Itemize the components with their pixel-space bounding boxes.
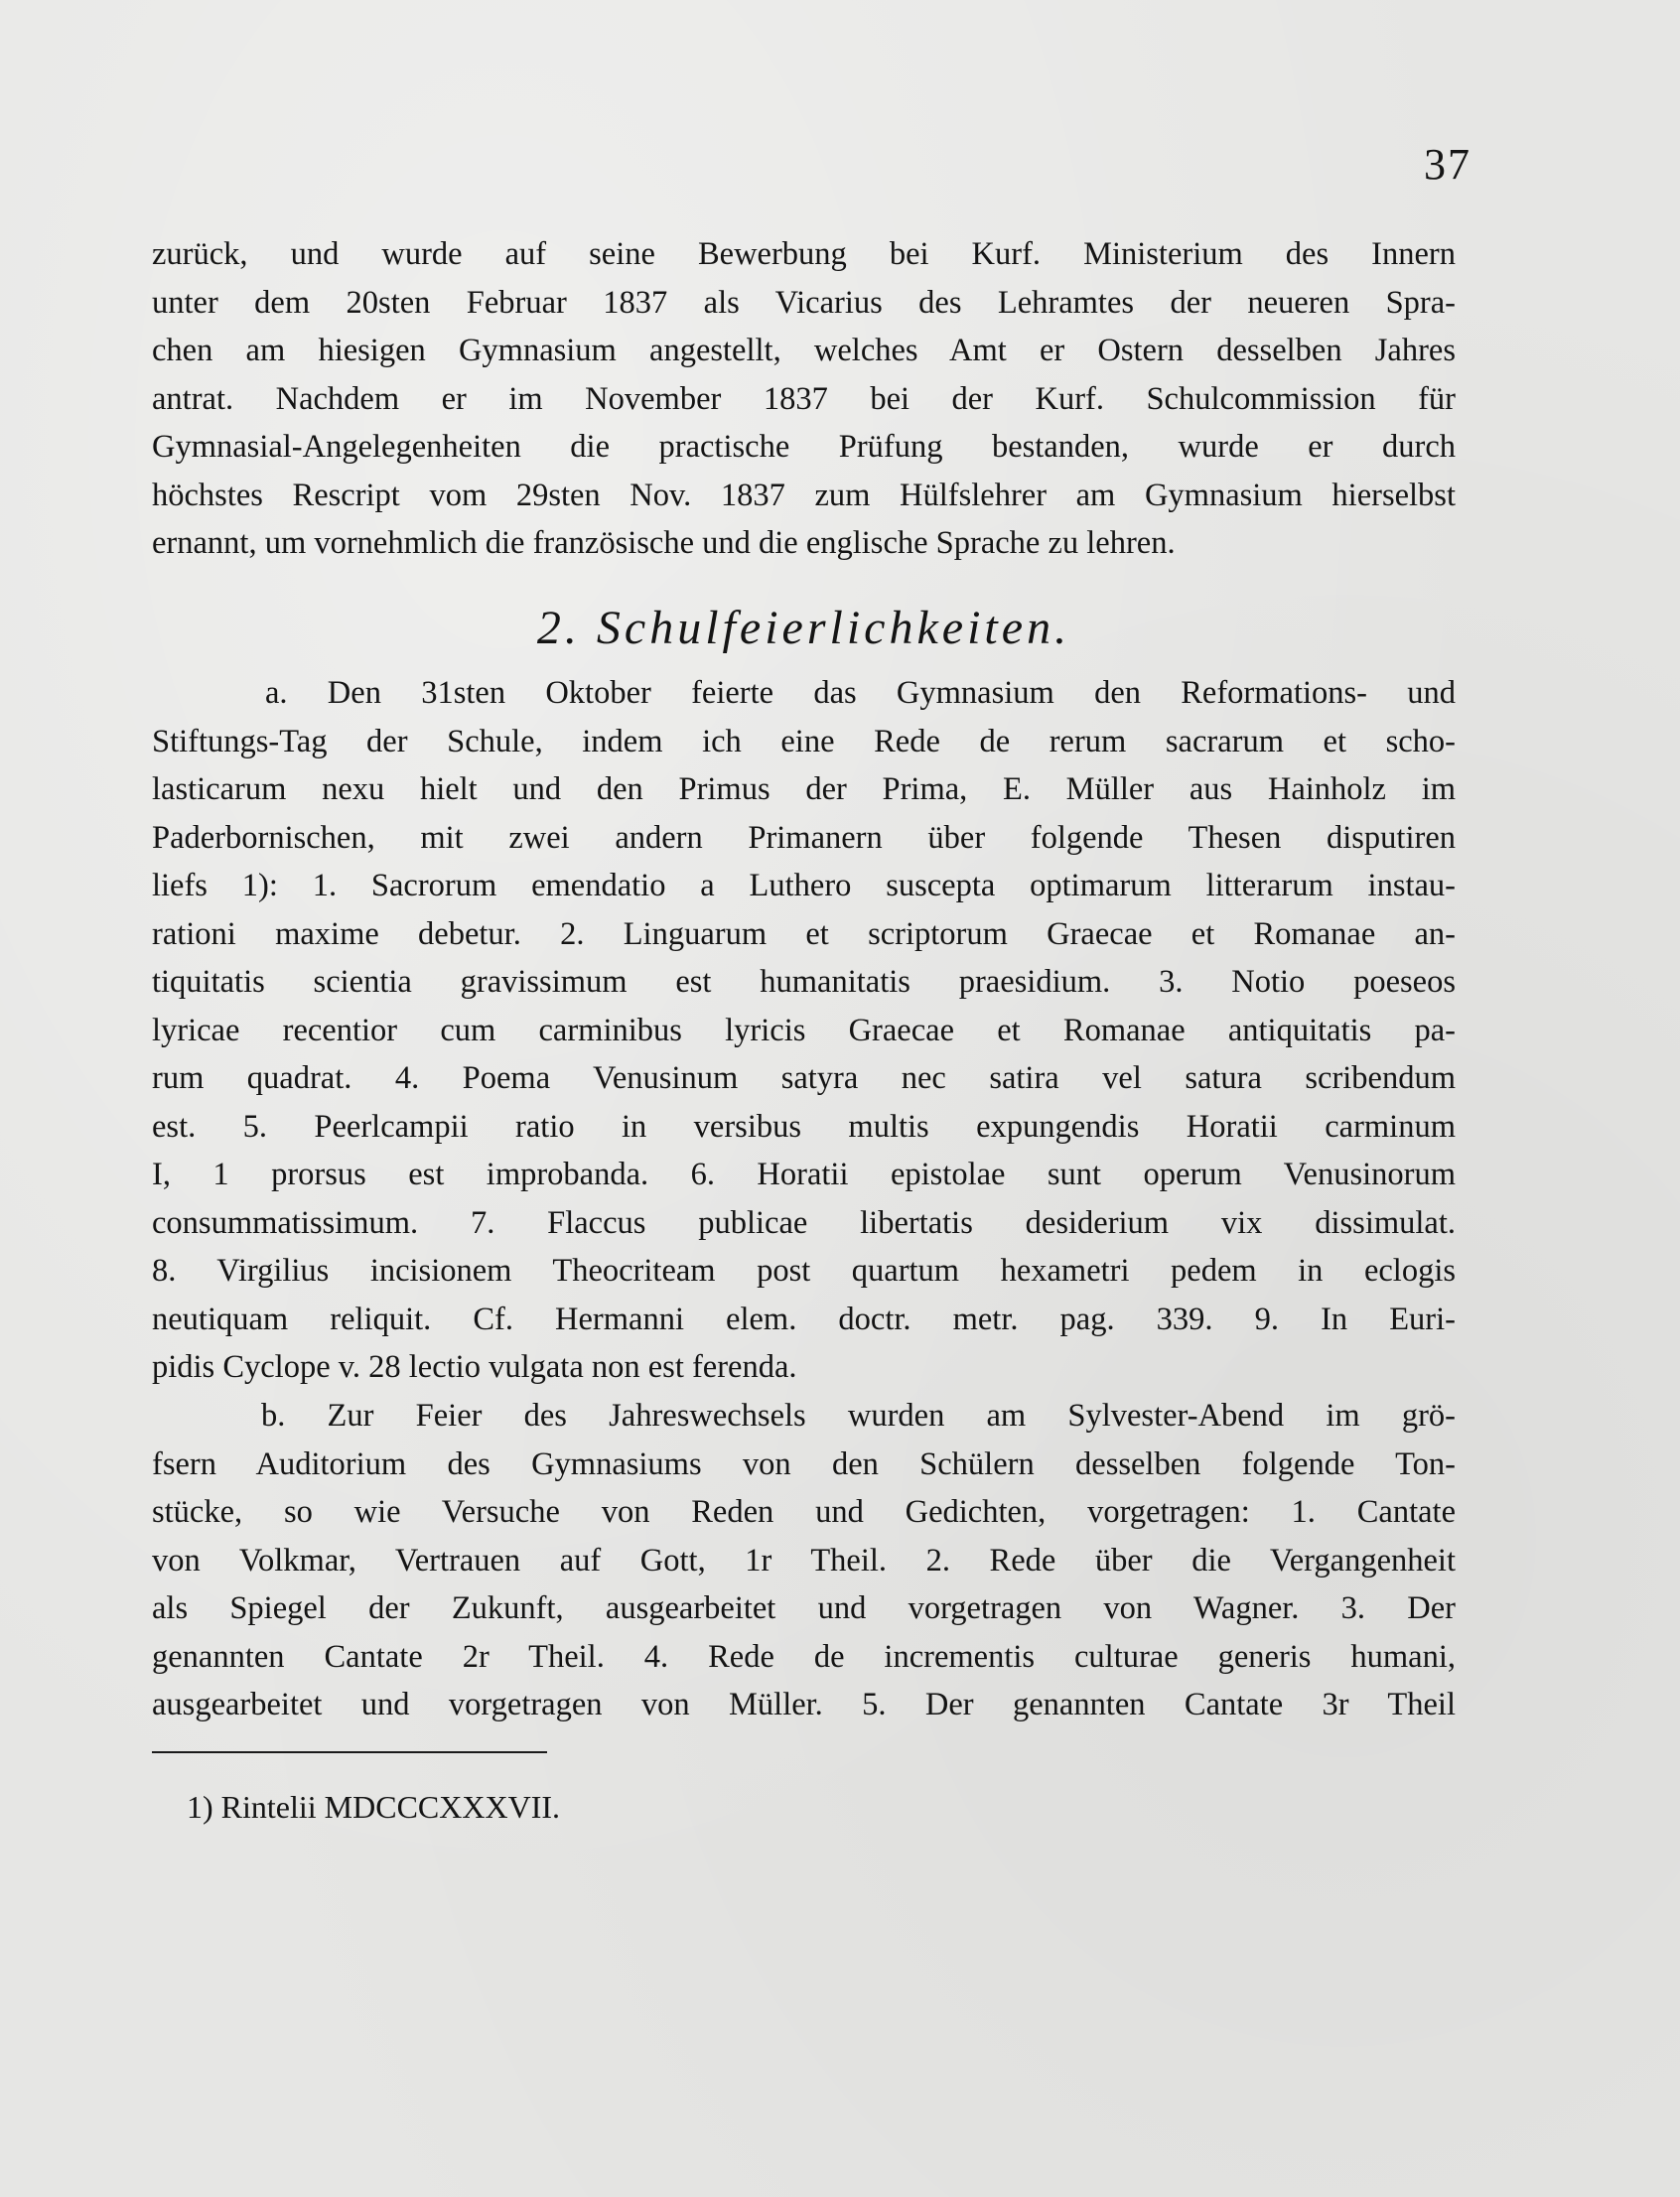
text-line: Paderbornischen, mit zwei andern Primanern über folgende Thesen disputiren — [152, 819, 1456, 856]
text-line: rum quadrat. 4. Poema Venusinum satyra nec satira vel satura scribendum — [152, 1060, 1456, 1096]
text-line: est. 5. Peerlcampii ratio in versibus multis expungendis Horatii carminum — [152, 1108, 1456, 1145]
text-line: zurück, und wurde auf seine Bewerbung bei Kurf. Ministerium des Innern — [152, 236, 1456, 272]
paragraph-section-a — [152, 669, 1456, 1392]
text-line: 8. Virgilius incisionem Theocriteam post quartum hexametri pedem in eclogis — [152, 1253, 1456, 1289]
text-line: pidis Cyclope v. 28 lectio vulgata non est ferenda. — [152, 1349, 797, 1385]
text-line: lyricae recentior cum carminibus lyricis Graecae et Romanae antiquitatis pa- — [152, 1012, 1456, 1048]
text-line: rationi maxime debetur. 2. Linguarum et scriptorum Graecae et Romanae an- — [152, 915, 1456, 952]
text-line: von Volkmar, Vertrauen auf Gott, 1r Theil. 2. Rede über die Vergangenheit — [152, 1542, 1456, 1579]
text-line: höchstes Rescript vom 29sten Nov. 1837 zum Hülfslehrer am Gymnasium hierselbst — [152, 477, 1456, 513]
text-line: liefs 1): 1. Sacrorum emendatio a Luthero suscepta optimarum litterarum instau- — [152, 868, 1456, 903]
section-heading: 2. Schulfeierlichkeiten. — [536, 602, 1071, 654]
text-line: ausgearbeitet und vorgetragen von Müller. 5. Der genannten Cantate 3r Theil — [152, 1687, 1456, 1722]
text-line: consummatissimum. 7. Flaccus publicae libertatis desiderium vix dissimulat. — [152, 1204, 1456, 1241]
text-line: chen am hiesigen Gymnasium angestellt, welches Amt er Ostern desselben Jahres — [152, 333, 1456, 368]
text-line: stücke, so wie Versuche von Reden und Gedichten, vorgetragen: 1. Cantate — [152, 1494, 1456, 1530]
text-line: Gymnasial-Angelegenheiten die practische Prüfung bestanden, wurde er durch — [152, 429, 1456, 465]
text-line: ernannt, um vornehmlich die französische und die englische Sprache zu lehren. — [152, 525, 1176, 561]
page-number: 37 — [1424, 140, 1471, 189]
paragraph-section-b — [152, 1392, 1456, 1729]
text-line: unter dem 20sten Februar 1837 als Vicarius des Lehramtes der neueren Spra- — [152, 284, 1456, 321]
text-line: antrat. Nachdem er im November 1837 bei der Kurf. Schulcommission für — [152, 380, 1456, 417]
text-line: Stiftungs-Tag der Schule, indem ich eine Rede de rerum sacrarum et scho- — [152, 723, 1456, 759]
paragraph-intro — [152, 230, 1456, 568]
text-line: tiquitatis scientia gravissimum est humanitatis praesidium. 3. Notio poeseos — [152, 964, 1456, 1000]
text-line: neutiquam reliquit. Cf. Hermanni elem. doctr. metr. pag. 339. 9. In Euri- — [152, 1301, 1456, 1337]
text-line: I, 1 prorsus est improbanda. 6. Horatii epistolae sunt operum Venusinorum — [152, 1157, 1456, 1192]
text-line: lasticarum nexu hielt und den Primus der Prima, E. Müller aus Hainholz im — [152, 771, 1456, 807]
footnote: 1) Rintelii MDCCCXXXVII. — [187, 1789, 560, 1825]
text-line: genannten Cantate 2r Theil. 4. Rede de incrementis culturae generis humani, — [152, 1638, 1456, 1675]
text-line: b. Zur Feier des Jahreswechsels wurden am Sylvester-Abend im grö- — [261, 1398, 1456, 1434]
text-line: fsern Auditorium des Gymnasiums von den Schülern desselben folgende Ton- — [152, 1445, 1456, 1482]
footnote-divider — [152, 1751, 547, 1753]
text-line: als Spiegel der Zukunft, ausgearbeitet und vorgetragen von Wagner. 3. Der — [152, 1590, 1456, 1626]
text-line: a. Den 31sten Oktober feierte das Gymnasium den Reformations- und — [265, 675, 1456, 711]
